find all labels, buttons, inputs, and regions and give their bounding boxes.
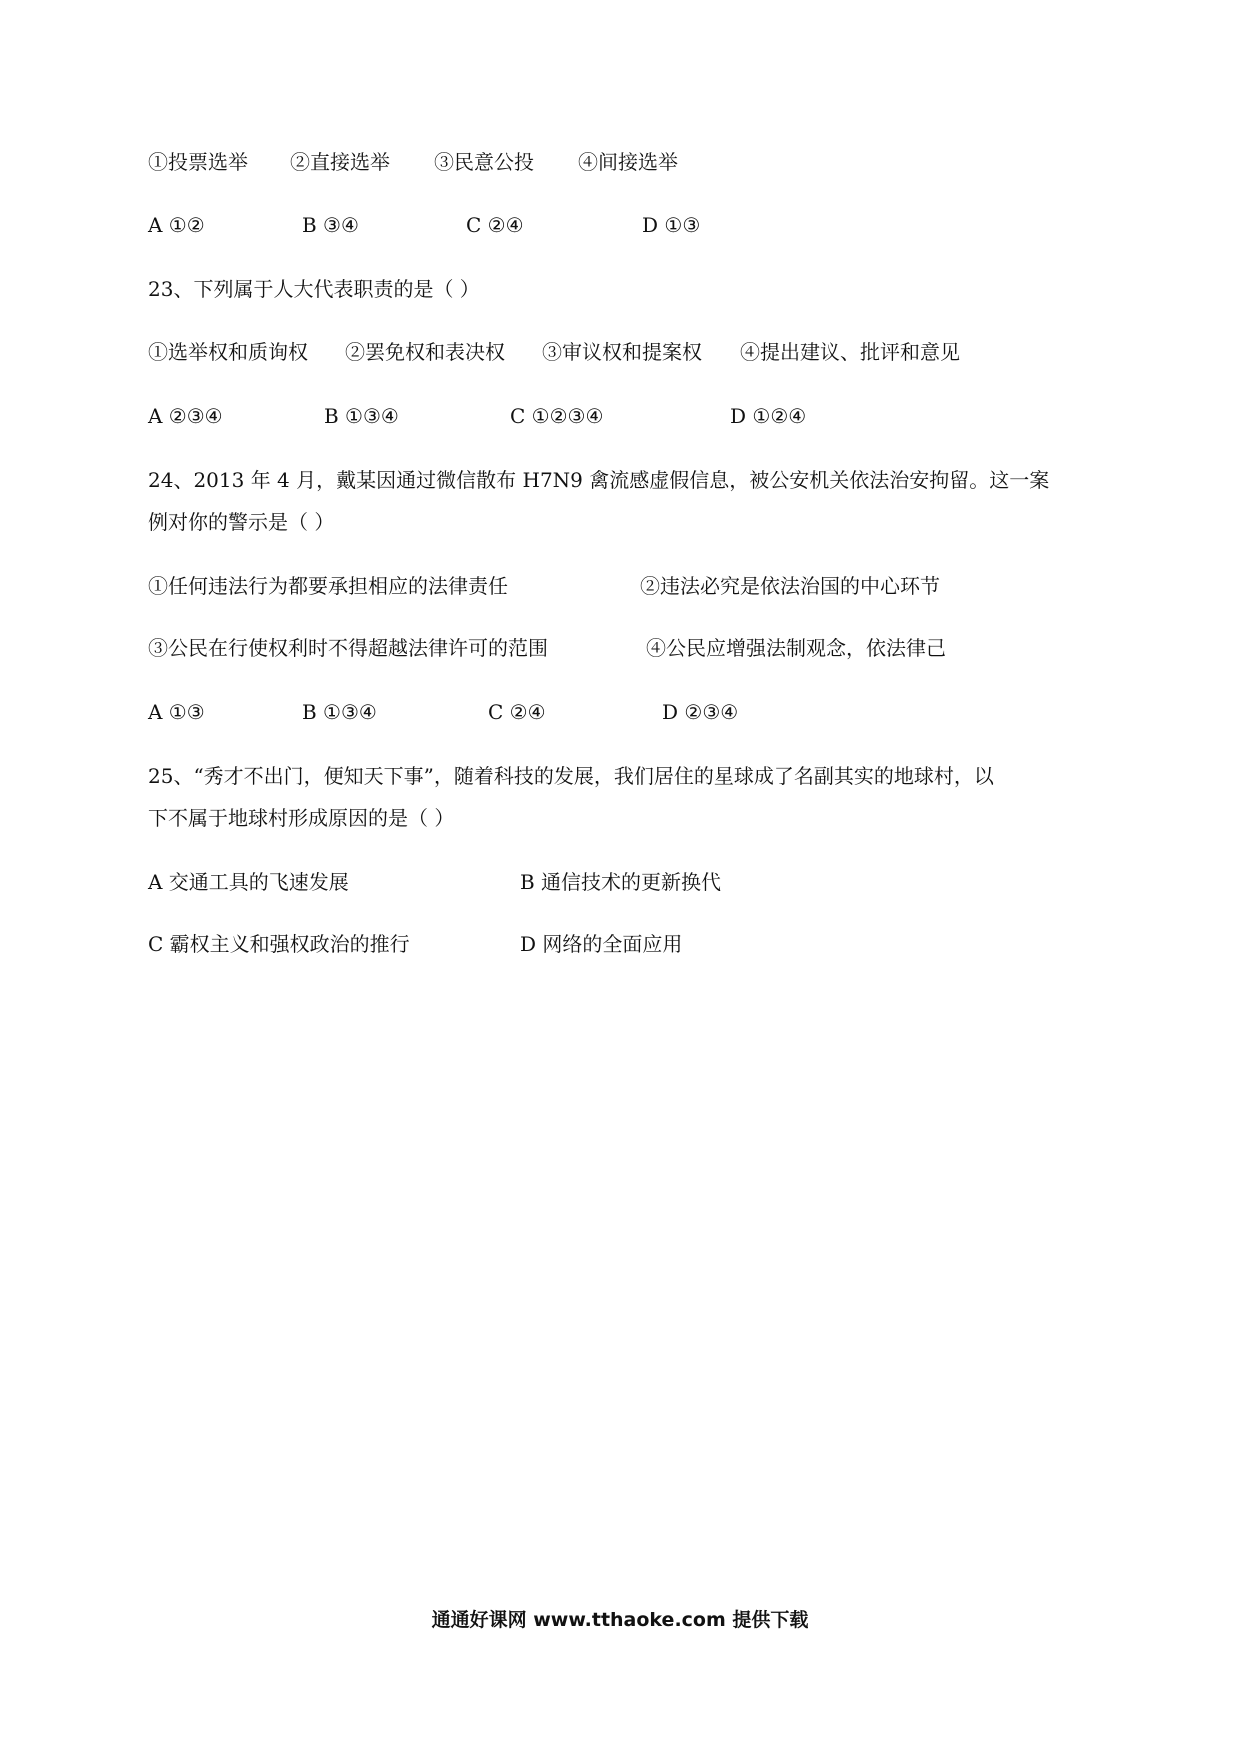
q24-answer-c: C ②④ <box>488 700 546 724</box>
q23-option-4: ④提出建议、批评和意见 <box>740 340 960 364</box>
q24-answer-a: A ①③ <box>148 700 205 724</box>
q23-option-1: ①选举权和质询权 <box>148 340 308 364</box>
q24-option-2: ②违法必究是依法治国的中心环节 <box>640 574 940 598</box>
q24-option-1: ①任何违法行为都要承担相应的法律责任 <box>148 574 508 598</box>
q24-answer-d: D ②③④ <box>662 700 739 724</box>
q24-stem-line1: 24、2013 年 4 月，戴某因通过微信散布 H7N9 禽流感虚假信息，被公安机关依法治安拘留。这一案 <box>148 468 1050 492</box>
q23-answer-b: B ①③④ <box>324 404 399 428</box>
q25-answer-d: D 网络的全面应用 <box>520 932 683 956</box>
q24-stem-line2: 例对你的警示是（ ） <box>148 510 335 534</box>
q22-option-2: ②直接选举 <box>290 150 390 174</box>
q24-option-3: ③公民在行使权利时不得超越法律许可的范围 <box>148 636 548 660</box>
page-footer: 通通好课网 www.tthaoke.com 提供下载 <box>431 1609 809 1631</box>
q23-answer-a: A ②③④ <box>148 404 223 428</box>
q25-answer-b: B 通信技术的更新换代 <box>520 870 722 894</box>
q24-answer-b: B ①③④ <box>302 700 377 724</box>
q22-option-4: ④间接选举 <box>578 150 678 174</box>
q23-stem: 23、下列属于人大代表职责的是（ ） <box>148 277 480 301</box>
q24-option-4: ④公民应增强法制观念，依法律己 <box>646 636 946 660</box>
q23-answer-d: D ①②④ <box>730 404 807 428</box>
q25-answer-c: C 霸权主义和强权政治的推行 <box>148 932 410 956</box>
q23-answer-c: C ①②③④ <box>510 404 604 428</box>
q22-answer-b: B ③④ <box>302 213 359 237</box>
q22-option-3: ③民意公投 <box>434 150 534 174</box>
q25-answer-a: A 交通工具的飞速发展 <box>148 870 349 894</box>
q23-option-2: ②罢免权和表决权 <box>345 340 505 364</box>
q22-answer-c: C ②④ <box>466 213 524 237</box>
q22-option-1: ①投票选举 <box>148 150 248 174</box>
q25-stem-line1: 25、“秀才不出门，便知天下事”，随着科技的发展，我们居住的星球成了名副其实的地球村，以 <box>148 764 994 788</box>
q22-answer-d: D ①③ <box>642 213 701 237</box>
q22-answer-a: A ①② <box>148 213 205 237</box>
q23-option-3: ③审议权和提案权 <box>542 340 702 364</box>
q25-stem-line2: 下不属于地球村形成原因的是（ ） <box>148 806 455 830</box>
